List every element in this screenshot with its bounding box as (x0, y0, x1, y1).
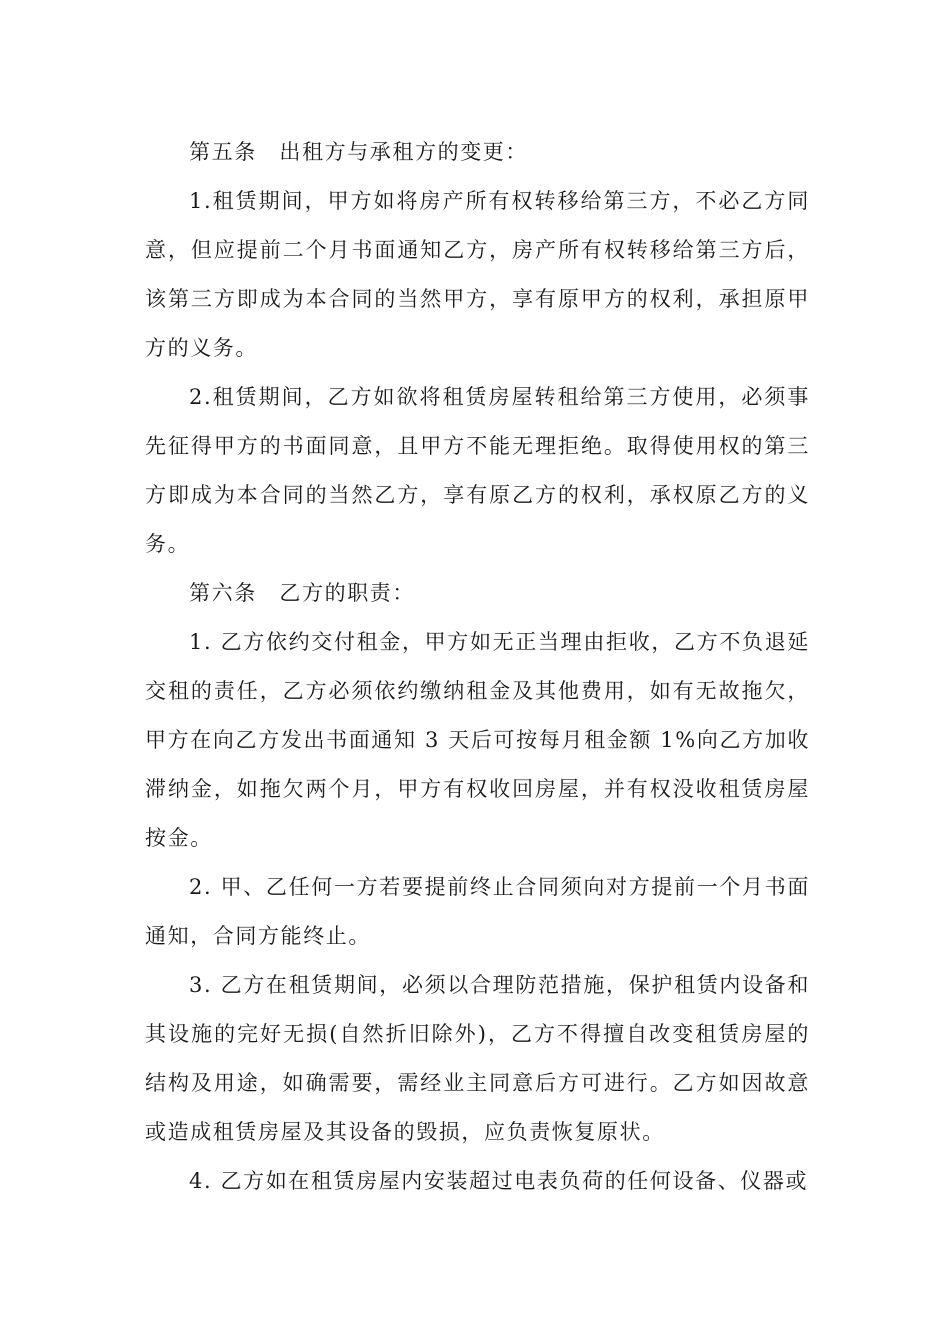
article-5-item-1: 1.租赁期间，甲方如将房产所有权转移给第三方，不必乙方同意，但应提前二个月书面通知乙方，房产所有权转移给第三方后，该第三方即成为本合同的当然甲方，享有原甲方的权利，承担原甲方的义务。 (145, 189, 810, 360)
article-6-item-2: 2. 甲、乙任何一方若要提前终止合同须向对方提前一个月书面通知，合同方能终止。 (145, 875, 810, 948)
article-5-item-2: 2.租赁期间，乙方如欲将租赁房屋转租给第三方使用，必须事先征得甲方的书面同意，且甲方不能无理拒绝。取得使用权的第三方即成为本合同的当然乙方，享有原乙方的权利，承权原乙方的义务。 (145, 385, 810, 556)
article-6-item-1: 1. 乙方依约交付租金，甲方如无正当理由拒收，乙方不负退延交租的责任，乙方必须依约缴纳租金及其他费用，如有无故拖欠，甲方在向乙方发出书面通知 3 天后可按每月租金额 1%向乙方加收滞纳金，如拖欠两个月，甲方有权收回房屋，并有权没收租赁房屋按金。 (145, 630, 810, 850)
article-6-item-4: 4. 乙方如在租赁房屋内安装超过电表负荷的任何设备、仪器或 (189, 1169, 809, 1193)
document-body (145, 128, 810, 1206)
article-6-heading: 第六条 乙方的职责： (189, 581, 415, 605)
article-5-heading: 第五条 出租方与承租方的变更： (189, 140, 528, 164)
article-6-item-3: 3. 乙方在租赁期间，必须以合理防范措施，保护租赁内设备和其设施的完好无损(自然折旧除外)，乙方不得擅自改变租赁房屋的结构及用途，如确需要，需经业主同意后方可进行。乙方如因故意或造成租赁房屋及其设备的毁损，应负责恢复原状。 (145, 973, 810, 1144)
